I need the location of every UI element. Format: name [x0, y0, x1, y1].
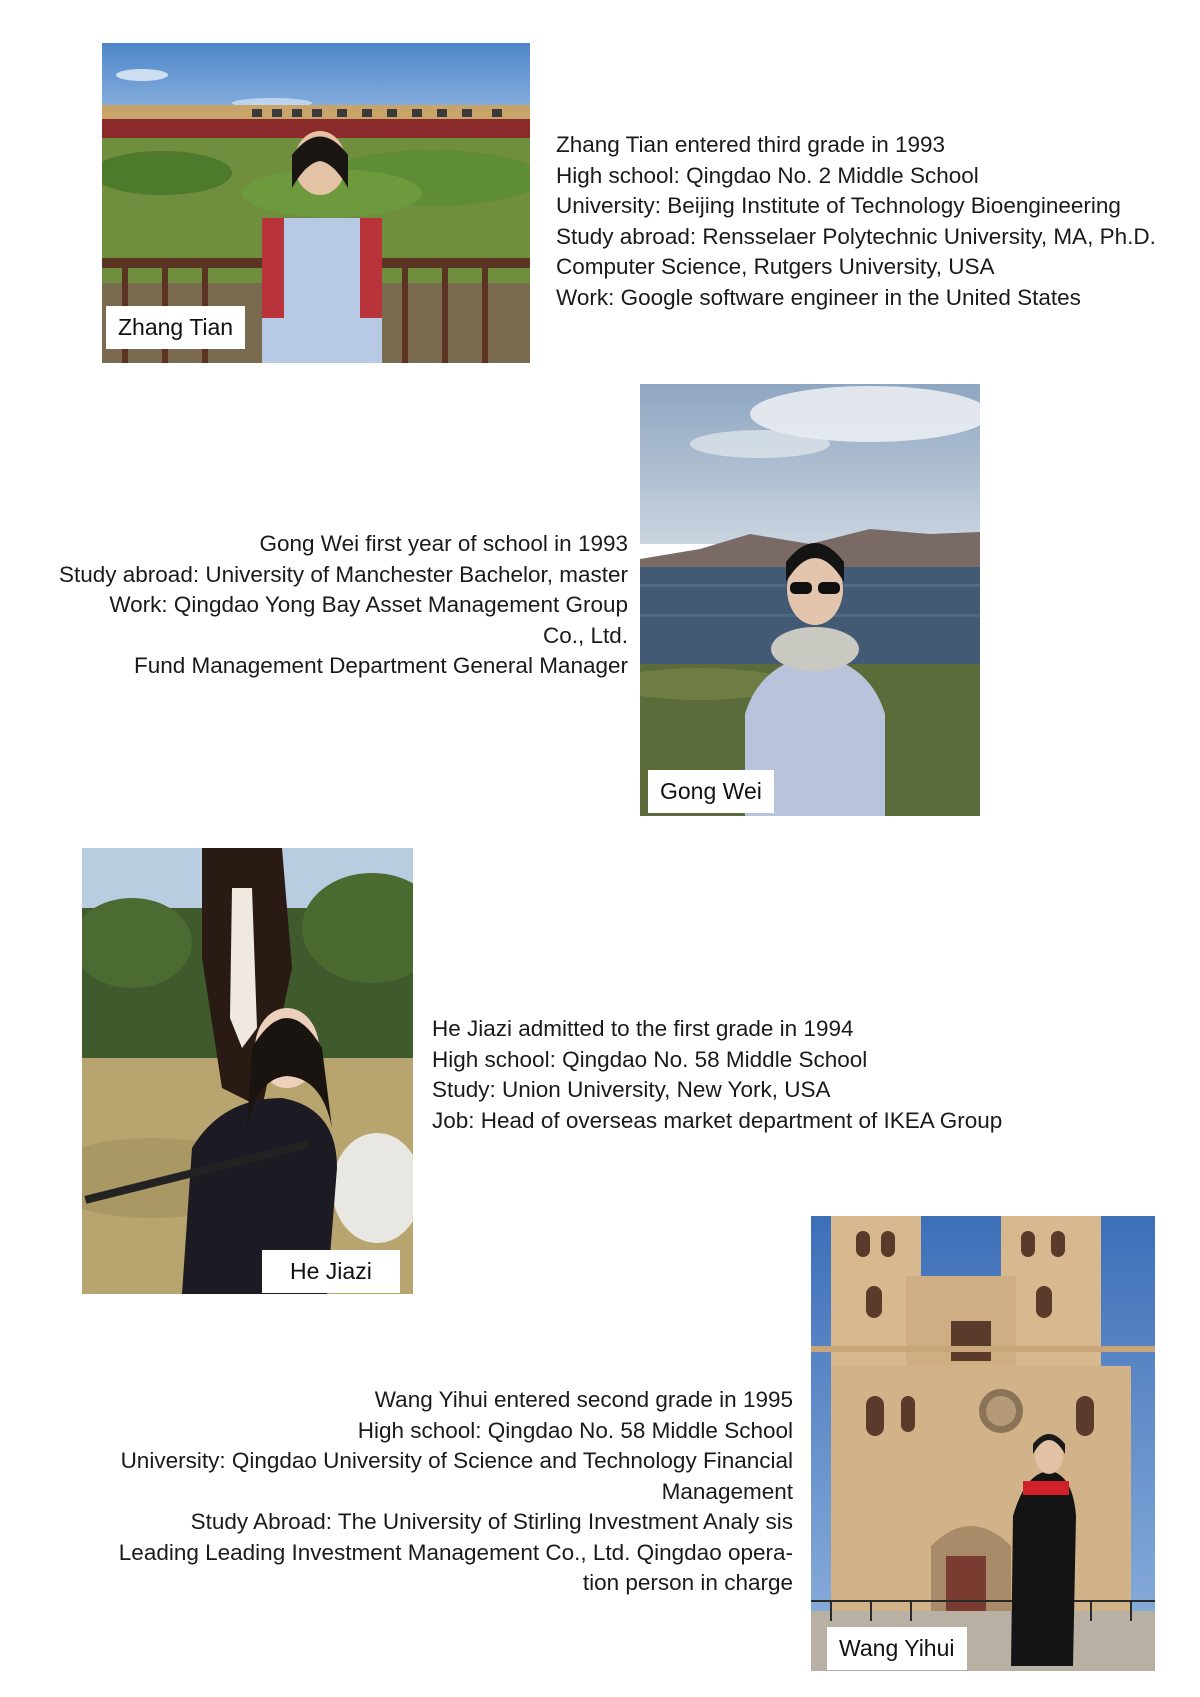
bio-line: tion person in charge	[582, 1570, 793, 1595]
bio-line: Study Abroad: The University of Stirling Investment Analy sis	[190, 1509, 793, 1534]
bio-line: University: Qingdao University of Science and Technology Financial	[120, 1448, 793, 1473]
bio-line: Job: Head of overseas market department of IKEA Group	[432, 1107, 1003, 1133]
photo-he-jiazi	[82, 848, 413, 1294]
bio-line: Work: Qingdao Yong Bay Asset Management Group	[109, 592, 628, 617]
bio-line: Fund Management Department General Manager	[133, 653, 628, 678]
caption-he-jiazi: He Jiazi	[262, 1250, 400, 1293]
bio-line: Computer Science, Rutgers University, USA	[556, 254, 995, 279]
bio-line: High school: Qingdao No. 58 Middle School	[432, 1046, 868, 1072]
bio-line: High school: Qingdao No. 58 Middle School	[357, 1417, 793, 1443]
bio-gong-wei	[12, 529, 628, 682]
bio-line: High school: Qingdao No. 2 Middle School	[556, 162, 979, 188]
bio-line: Study abroad: Rensselaer Polytechnic University, MA, Ph.D.	[556, 223, 1156, 249]
bio-he-jiazi	[432, 1014, 1002, 1136]
bio-line: Co., Ltd.	[542, 622, 628, 648]
bio-line: Management	[661, 1478, 793, 1504]
bio-line: Study: Union University, New York, USA	[432, 1077, 831, 1102]
bio-line: Wang Yihui entered second grade in 1995	[374, 1387, 793, 1412]
bio-line: Study abroad: University of Manchester Bachelor, master	[58, 561, 628, 587]
bio-line: He Jiazi admitted to the first grade in 1994	[432, 1016, 854, 1041]
bio-wang-yihui	[40, 1385, 793, 1599]
bio-line: Work: Google software engineer in the United States	[556, 284, 1081, 310]
photo-gong-wei	[640, 384, 980, 816]
photo-wang-yihui	[811, 1216, 1155, 1671]
bio-line: Zhang Tian entered third grade in 1993	[556, 132, 946, 157]
bio-line: Gong Wei first year of school in 1993	[259, 531, 628, 556]
caption-gong-wei: Gong Wei	[648, 770, 774, 813]
bio-line: Leading Leading Investment Management Co., Ltd. Qingdao opera-	[118, 1539, 793, 1565]
bio-zhang-tian	[556, 130, 1156, 313]
caption-zhang-tian: Zhang Tian	[106, 306, 245, 349]
bio-line: University: Beijing Institute of Technology Bioengineering	[556, 193, 1121, 218]
caption-wang-yihui: Wang Yihui	[827, 1627, 967, 1670]
